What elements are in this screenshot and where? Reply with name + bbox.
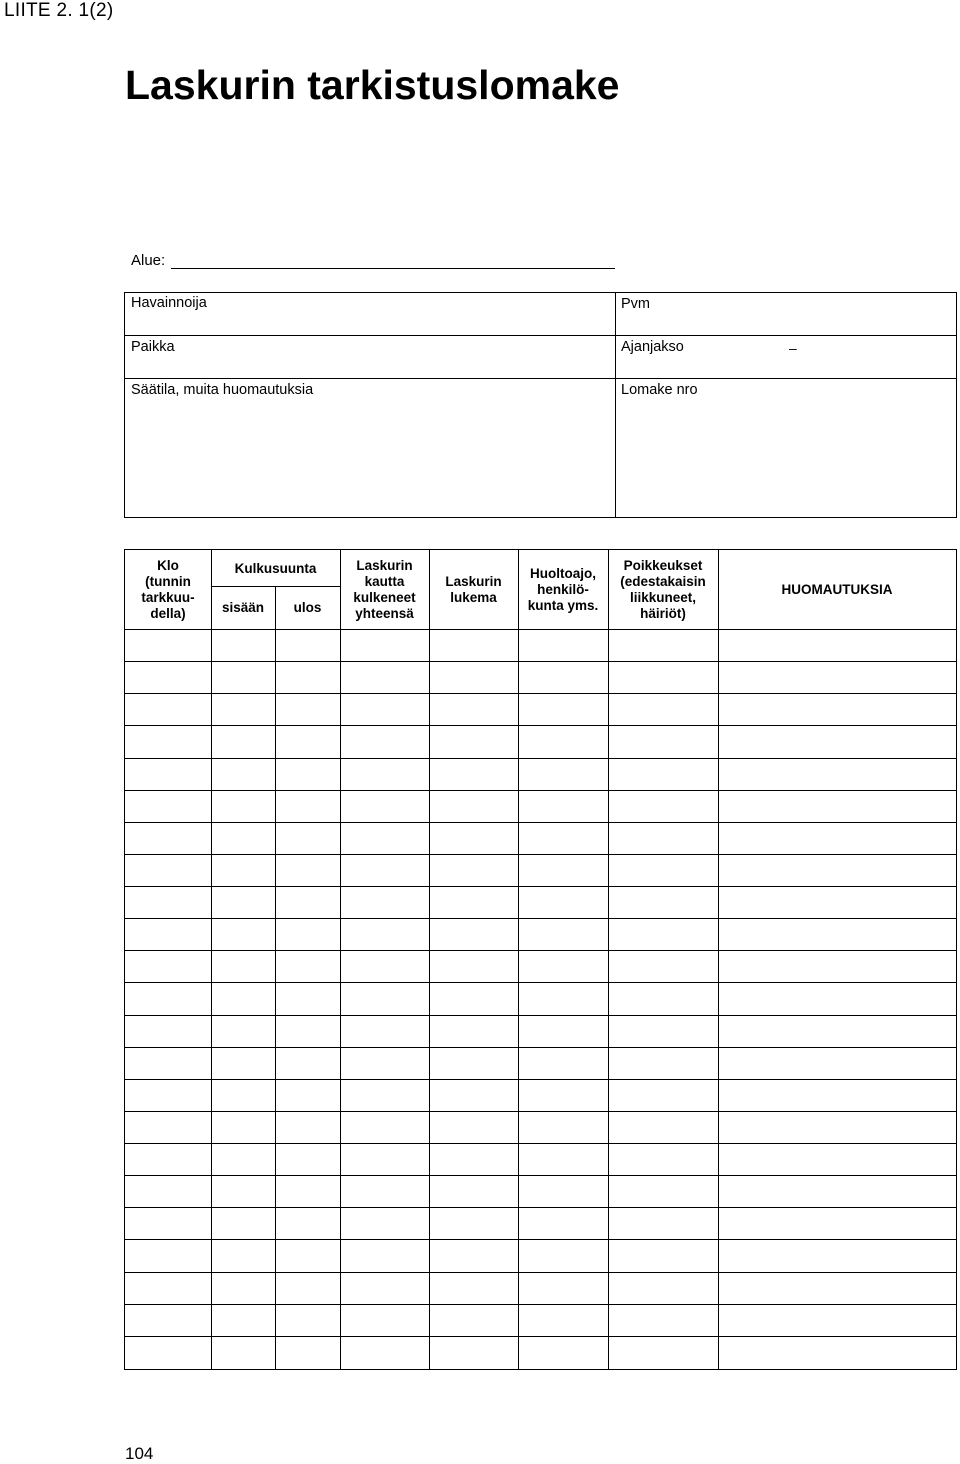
column-divider: [211, 550, 212, 1369]
weather-input-area[interactable]: [125, 379, 615, 517]
column-divider: [518, 550, 519, 1369]
page-number: 104: [125, 1444, 154, 1463]
table-row-line: [125, 661, 956, 662]
table-row-line: [125, 725, 956, 726]
header-reading: Laskurin lukema: [445, 573, 502, 605]
area-label: Alue:: [131, 252, 166, 269]
table-row-line: [125, 822, 956, 823]
table-row-line: [125, 1079, 956, 1080]
table-row-line: [125, 982, 956, 983]
table-row-line: [125, 1111, 956, 1112]
header-direction-in: sisään: [221, 600, 265, 615]
header-bottom-line: [125, 629, 956, 630]
info-row-place: [125, 336, 956, 379]
table-row-line: [125, 693, 956, 694]
observer-label: Havainnoija: [131, 295, 207, 311]
table-row-line: [125, 1304, 956, 1305]
column-divider: [275, 586, 276, 1369]
column-divider: [340, 550, 341, 1369]
header-total: Laskurin kautta kulkeneet yhteensä: [353, 557, 416, 621]
table-row-line: [125, 1015, 956, 1016]
date-label: Pvm: [621, 296, 650, 312]
log-table: [124, 549, 957, 1370]
attachment-label: LIITE 2. 1(2): [4, 0, 114, 21]
column-divider: [608, 550, 609, 1369]
table-row-line: [125, 854, 956, 855]
period-dash: –: [789, 340, 797, 356]
table-row-line: [125, 1047, 956, 1048]
header-time: Klo (tunnin tarkkuu- della): [141, 557, 195, 621]
table-row-line: [125, 1175, 956, 1176]
form-number-input-area[interactable]: [616, 379, 956, 517]
header-direction-out: ulos: [293, 600, 322, 615]
header-maintenance: Huoltoajo, henkilö- kunta yms.: [527, 565, 599, 613]
table-row-line: [125, 950, 956, 951]
header-remarks: HUOMAUTUKSIA: [781, 581, 893, 597]
info-row-observer: [125, 293, 956, 336]
table-row-line: [125, 1272, 956, 1273]
header-exceptions: Poikkeukset (edestakaisin liikkuneet, häiriöt): [620, 557, 706, 621]
info-box: [124, 292, 957, 518]
header-direction: Kulkusuunta: [234, 561, 317, 576]
table-row-line: [125, 790, 956, 791]
table-row-line: [125, 1207, 956, 1208]
place-label: Paikka: [131, 339, 175, 355]
area-input-line[interactable]: [171, 254, 615, 269]
table-row-line: [125, 886, 956, 887]
form-number-label: Lomake nro: [621, 382, 698, 398]
column-divider: [718, 550, 719, 1369]
table-row-line: [125, 1336, 956, 1337]
table-row-line: [125, 758, 956, 759]
page-title: Laskurin tarkistuslomake: [125, 62, 620, 108]
table-row-line: [125, 918, 956, 919]
period-label: Ajanjakso: [621, 339, 684, 355]
table-row-line: [125, 1143, 956, 1144]
area-field: [131, 252, 615, 269]
weather-label: Säätila, muita huomautuksia: [131, 382, 314, 398]
table-row-line: [125, 1239, 956, 1240]
column-divider: [429, 550, 430, 1369]
